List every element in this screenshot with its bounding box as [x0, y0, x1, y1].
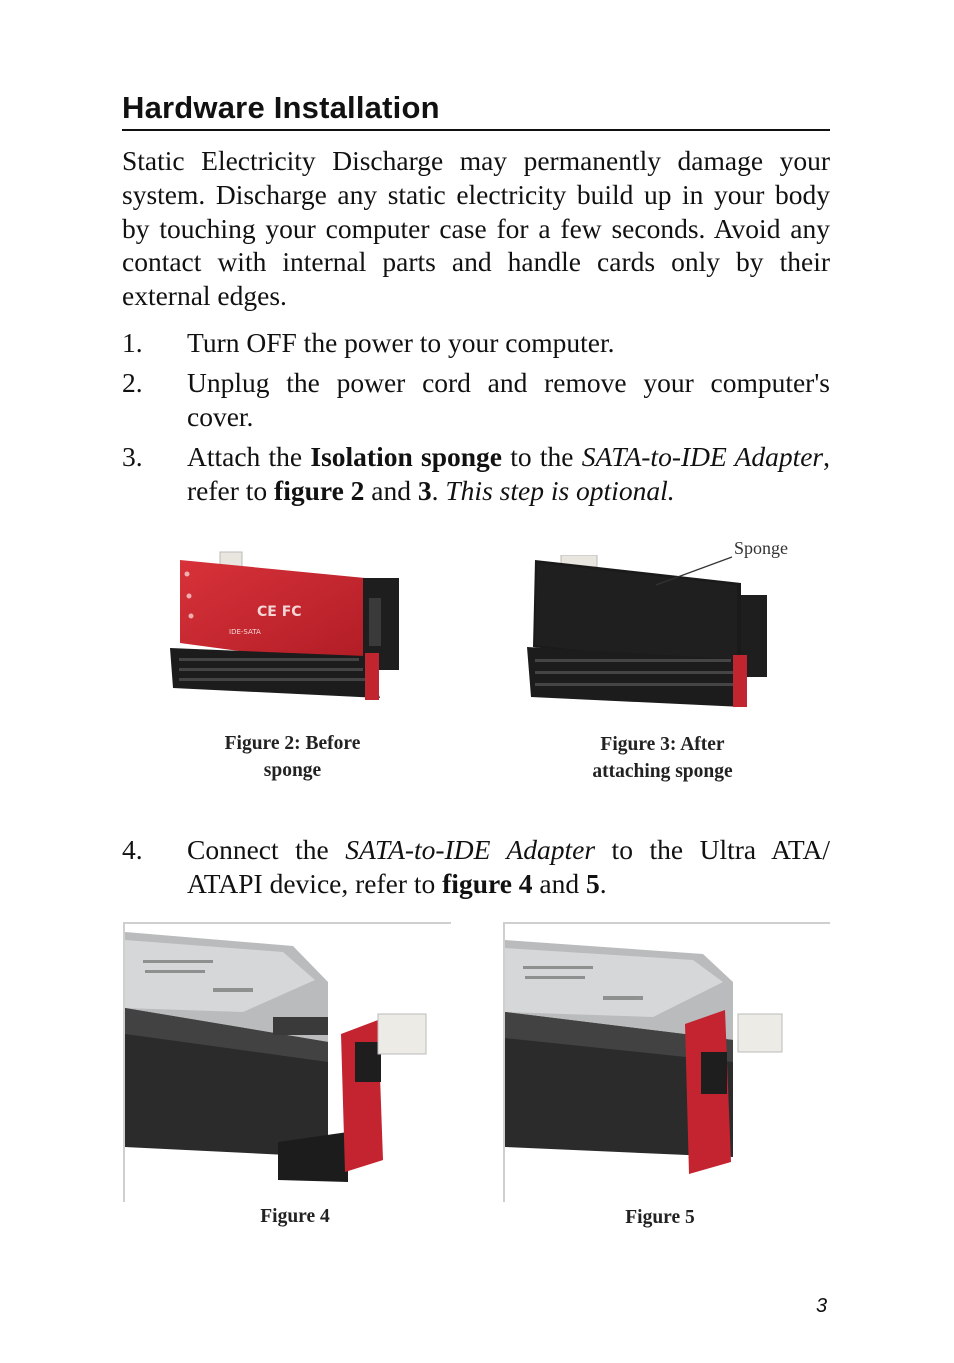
text-bold: 5	[586, 868, 600, 899]
text-run: to the Ultra ATA/ ATAPI device, refer to	[187, 834, 831, 899]
sponge-callout-label: Sponge	[734, 538, 788, 558]
figure-3-image	[523, 555, 773, 715]
text-bold: figure 4	[442, 868, 533, 899]
text-run: Attach the	[187, 441, 311, 472]
text-run: .	[431, 475, 446, 506]
step-number: 3.	[122, 441, 143, 472]
text-italic: SATA-to-IDE Adapter	[345, 834, 596, 865]
figure-5-image	[503, 922, 831, 1204]
step-4	[122, 833, 830, 901]
text-italic: SATA-to-IDE Adapter	[581, 441, 824, 472]
step-text: Turn OFF the power to your computer.	[187, 327, 615, 358]
text-run: .	[599, 868, 607, 899]
caption-line: Figure 2: Before	[224, 733, 361, 754]
figure-3-caption	[560, 731, 765, 785]
figure-4-image	[123, 922, 453, 1204]
text-run: and	[364, 475, 418, 506]
intro-paragraph: Static Electricity Discharge may permanently damage your system. Discharge any static electricity build up in your body by touching your computer case for a few seconds. Avoid any contact with internal parts and handle cards only by their external edges.	[122, 145, 830, 312]
text-run: , refer to	[187, 441, 830, 506]
board-model-text: IDE-SATA	[229, 628, 261, 636]
caption-line: attaching sponge	[592, 761, 733, 782]
caption-line: sponge	[263, 760, 322, 781]
step-text	[187, 440, 830, 508]
step-2	[122, 366, 830, 434]
text-bold: Isolation sponge	[310, 441, 502, 472]
text-italic: This step is optional.	[445, 475, 675, 506]
text-run: Connect the	[187, 834, 346, 865]
step-number: 4.	[122, 834, 143, 865]
ce-mark: CE FC	[257, 604, 302, 620]
figure-2-caption	[200, 730, 385, 784]
step-text	[187, 366, 830, 434]
text-run: to the	[502, 441, 582, 472]
sponge-callout-line	[654, 555, 734, 587]
step-text-line: cover.	[187, 401, 254, 432]
caption-line: Figure 3: After	[600, 734, 725, 755]
section-heading: Hardware Installation	[122, 88, 830, 131]
step-number: 2.	[122, 367, 143, 398]
text-bold: 3	[417, 475, 432, 506]
figure-4-caption: Figure 4	[260, 1206, 330, 1227]
step-3	[122, 440, 830, 508]
step-number: 1.	[122, 327, 143, 358]
step-1	[122, 326, 830, 360]
text-run: and	[532, 868, 586, 899]
text-bold: figure 2	[274, 475, 365, 506]
figure-2-image	[165, 548, 410, 723]
step-text	[187, 833, 830, 901]
figure-5-caption: Figure 5	[625, 1207, 695, 1228]
step-text-line: Unplug the power cord and remove your computer's	[187, 367, 830, 398]
page-number: 3	[816, 1295, 828, 1317]
